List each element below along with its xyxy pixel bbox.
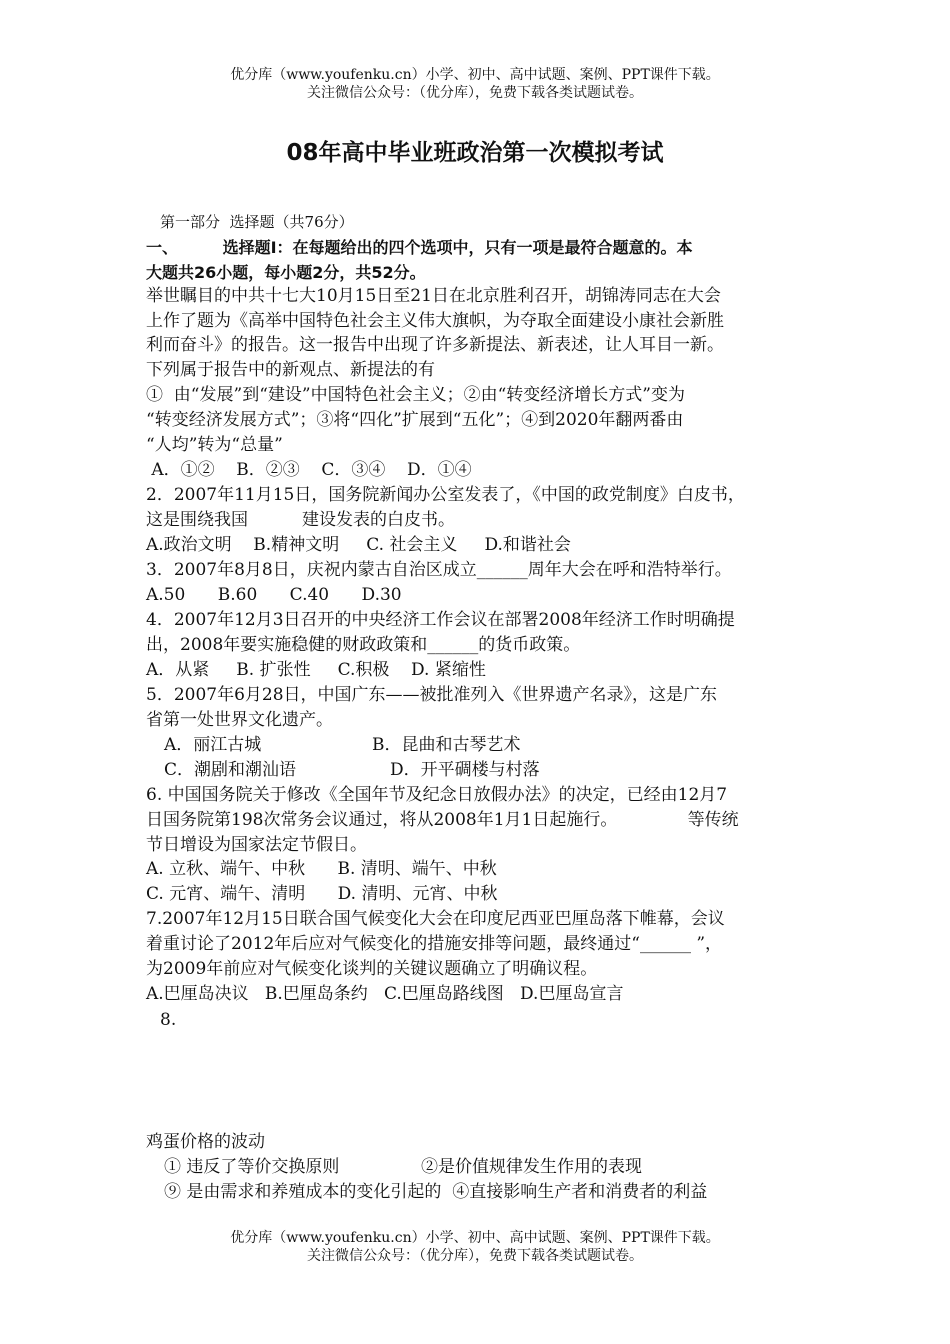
q1-stem-line: 利而奋斗》的报告。这一报告中出现了许多新提法、新表述，让人耳目一新。	[146, 335, 724, 355]
header-line-2: 关注微信公众号：（优分库），免费下载各类试题试卷。	[307, 85, 643, 101]
q5-option-c: C．潮剧和潮汕语	[164, 760, 297, 780]
page-footer	[0, 1229, 950, 1265]
q4-stem-line: 出，2008年要实施稳健的财政政策和______的货币政策。	[146, 635, 581, 655]
q5-stem-line: 省第一处世界文化遗产。	[146, 710, 333, 730]
q6-options-row-2: C. 元宵、端午、清明 D. 清明、元宵、中秋	[146, 884, 498, 904]
q2-options: A.政治文明 B.精神文明 C. 社会主义 D.和谐社会	[146, 535, 571, 555]
q5-option-b: B．昆曲和古琴艺术	[372, 735, 521, 755]
q2-stem-line: 这是围绕我国 建设发表的白皮书。	[146, 510, 456, 530]
q8-options-3-4: ⑨ 是由需求和养殖成本的变化引起的 ④直接影响生产者和消费者的利益	[164, 1182, 708, 1202]
section-instruction-1: 一、 选择题Ⅰ：在每题给出的四个选项中，只有一项是最符合题意的。本	[146, 238, 693, 257]
section-instruction-2: 大题共26小题，每小题2分，共52分。	[146, 263, 426, 282]
page-title: 08年高中毕业班政治第一次模拟考试	[286, 140, 664, 166]
q7-stem-line: 7.2007年12月15日联合国气候变化大会在印度尼西亚巴厘岛落下帷幕，会议	[146, 909, 725, 929]
q6-stem-line: 日国务院第198次常务会议通过，将从2008年1月1日起施行。 等传统	[146, 810, 739, 830]
q3-options: A.50 B.60 C.40 D.30	[146, 585, 402, 605]
header-line-1: 优分库（www.youfenku.cn）小学、初中、高中试题、案例、PPT课件下载。	[230, 67, 720, 83]
q5-stem-line: 5．2007年6月28日，中国广东——被批准列入《世界遗产名录》，这是广东	[146, 685, 718, 705]
q7-stem-line: 着重讨论了2012年后应对气候变化的措施安排等问题，最终通过“______ ”，	[146, 934, 723, 954]
q8-option-2: ②是价值规律发生作用的表现	[421, 1157, 642, 1177]
q1-stem-line: ① 由“发展”到“建设”中国特色社会主义；②由“转变经济增长方式”变为	[146, 385, 685, 405]
q6-options-row-1: A. 立秋、端午、中秋 B. 清明、端午、中秋	[146, 859, 497, 879]
q6-stem-line: 6. 中国国务院关于修改《全国年节及纪念日放假办法》的决定，已经由12月7	[146, 785, 728, 805]
q5-option-d: D．开平碉楼与村落	[390, 760, 540, 780]
q8-option-1: ① 违反了等价交换原则	[164, 1157, 340, 1177]
q2-stem-line: 2．2007年11月15日，国务院新闻办公室发表了，《中国的政党制度》白皮书，	[146, 485, 745, 505]
page-header	[0, 66, 950, 102]
q4-stem-line: 4．2007年12月3日召开的中央经济工作会议在部署2008年经济工作时明确提	[146, 610, 735, 630]
q8-stem: 鸡蛋价格的波动	[146, 1132, 265, 1152]
part-heading: 第一部分 选择题（共76分）	[160, 213, 354, 231]
q1-stem-line: 下列属于报告中的新观点、新提法的有	[146, 360, 435, 380]
q3-stem: 3．2007年8月8日，庆祝内蒙古自治区成立______周年大会在呼和浩特举行。	[146, 560, 732, 580]
footer-line-2: 关注微信公众号：（优分库），免费下载各类试题试卷。	[307, 1248, 643, 1264]
q1-stem-line: 上作了题为《高举中国特色社会主义伟大旗帜，为夺取全面建设小康社会新胜	[146, 311, 724, 331]
q1-stem-line: “转变经济发展方式”；③将“四化”扩展到“五化”；④到2020年翻两番由	[146, 410, 684, 430]
q4-options: A．从紧 B. 扩张性 C.积极 D. 紧缩性	[146, 660, 486, 680]
footer-line-1: 优分库（www.youfenku.cn）小学、初中、高中试题、案例、PPT课件下载。	[230, 1230, 720, 1246]
q7-options: A.巴厘岛决议 B.巴厘岛条约 C.巴厘岛路线图 D.巴厘岛宣言	[146, 984, 624, 1004]
q6-stem-line: 节日增设为国家法定节假日。	[146, 835, 367, 855]
q1-options: A．①② B．②③ C．③④ D．①④	[146, 460, 472, 480]
q1-stem-line: “人均”转为“总量”	[146, 435, 283, 455]
q8-number: 8.	[160, 1010, 177, 1030]
q5-option-a: A．丽江古城	[164, 735, 262, 755]
q1-stem-line: 举世瞩目的中共十七大10月15日至21日在北京胜利召开，胡锦涛同志在大会	[146, 286, 721, 306]
q7-stem-line: 为2009年前应对气候变化谈判的关键议题确立了明确议程。	[146, 959, 598, 979]
